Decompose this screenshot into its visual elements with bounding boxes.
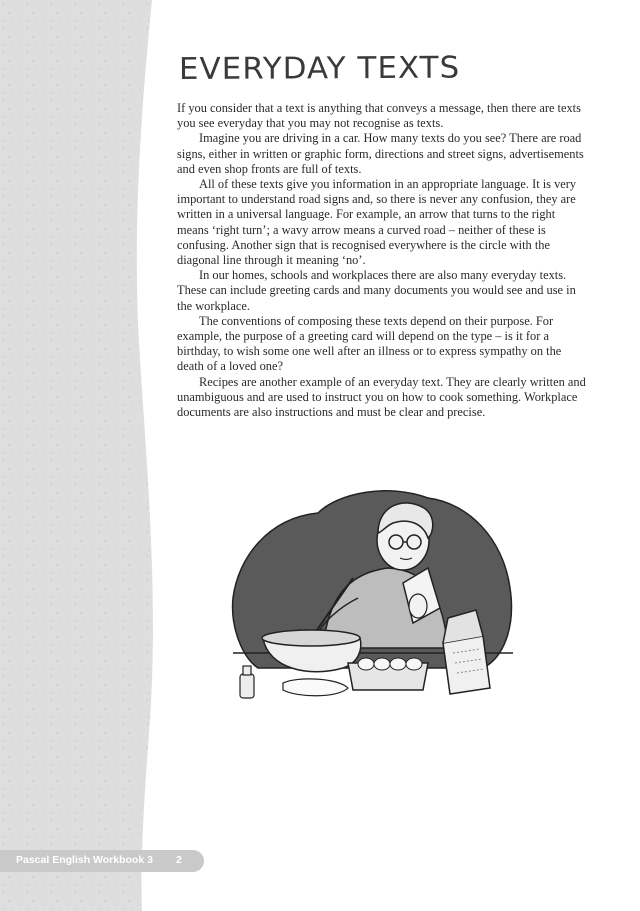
paragraph-3: All of these texts give you information in an appropriate language. It is very important to understand road signs and, so there is never any confusion, they are written in a universal language. For example, an arrow that turns to the right means ‘right turn’; a wavy arrow means a curved road – neither of these is confusing. Another sign that is recognised everywhere is the circle with the diagonal line through it meaning ‘no’.	[177, 177, 577, 268]
paragraph-5: The conventions of composing these texts depend on their purpose. For example, the purpose of a greeting card will depend on the type – is it for a birthday, to wish some one well after an illness or to express sympathy on the death of a loved one?	[177, 313, 562, 374]
paragraph-1: If you consider that a text is anything that conveys a message, then there are texts you see everyday that you may not recognise as texts.	[177, 101, 581, 131]
main-content	[177, 52, 587, 420]
paragraph-6: Recipes are another example of an everyday text. They are clearly written and unambiguous and are used to instruct you on how to cook something. Workplace documents are also instructions and must be clear and precise.	[177, 374, 586, 420]
footer-book-title: Pascal English Workbook 3	[16, 854, 153, 866]
baking-woman-illustration	[228, 478, 518, 716]
footer-bar	[0, 850, 204, 872]
page-title: EVERYDAY TEXTS	[178, 50, 461, 87]
paragraph-4: In our homes, schools and workplaces there are also many everyday texts. These can include greeting cards and many documents you would see and use in the workplace.	[177, 268, 576, 313]
page-number: 2	[176, 854, 182, 866]
paragraph-2: Imagine you are driving in a car. How many texts do you see? There are road signs, either in written or graphic form, directions and street signs, advertisements and even shop fronts are full of texts.	[177, 131, 584, 176]
